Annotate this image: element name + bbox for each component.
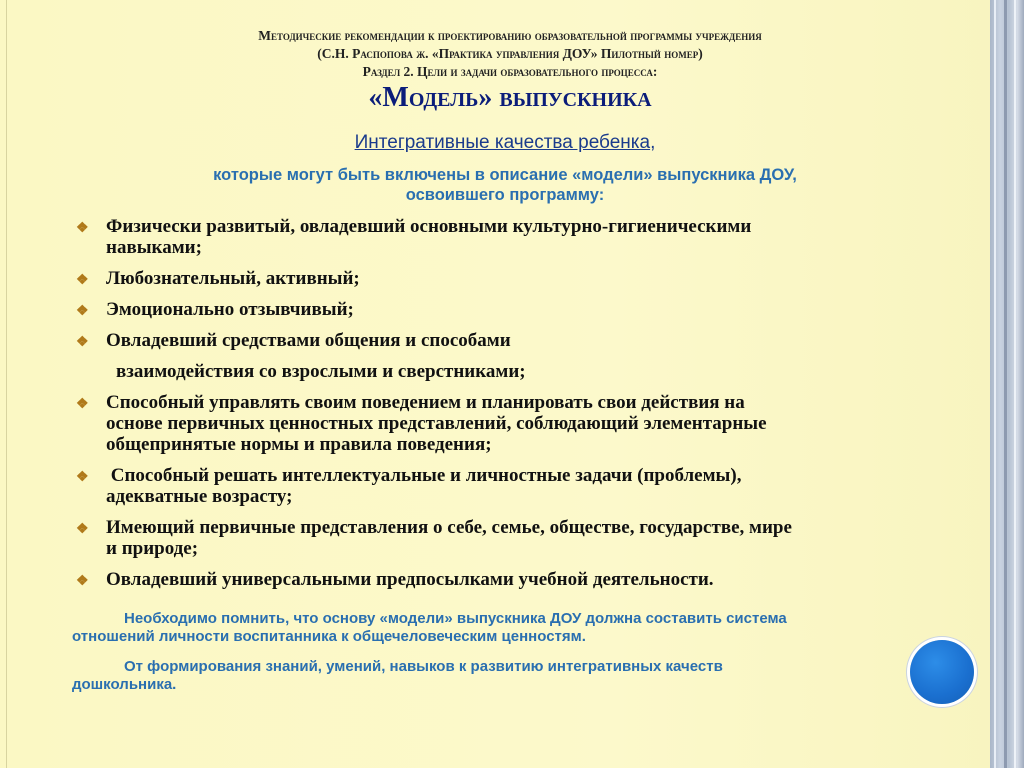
strip-line bbox=[994, 0, 996, 768]
diamond-bullet-icon: ❖ bbox=[76, 470, 89, 485]
list-item bbox=[76, 465, 916, 507]
diamond-bullet-icon: ❖ bbox=[76, 574, 89, 589]
header-line-1: Методические рекомендации к проектированию образовательной программы учреждения bbox=[258, 28, 762, 43]
qualities-list bbox=[76, 216, 916, 590]
slide-subtitle bbox=[100, 132, 910, 154]
list-item-text: Способный управлять своим поведением и планировать свои действия на bbox=[106, 392, 745, 413]
list-item-text: Овладевший средствами общения и способами bbox=[106, 330, 511, 351]
diamond-bullet-icon: ❖ bbox=[76, 273, 89, 288]
list-item-text: Физически развитый, овладевший основными культурно-гигиеническими bbox=[106, 216, 752, 237]
note-2 bbox=[72, 658, 942, 694]
list-item bbox=[76, 330, 916, 351]
list-item bbox=[76, 299, 916, 320]
intro-text bbox=[100, 165, 910, 205]
diamond-bullet-icon: ❖ bbox=[76, 397, 89, 412]
subtitle-comma: , bbox=[650, 132, 656, 153]
list-item bbox=[76, 392, 916, 455]
list-item-text: Любознательный, активный; bbox=[106, 268, 360, 289]
list-item bbox=[76, 517, 916, 559]
diamond-bullet-icon: ❖ bbox=[76, 522, 89, 537]
list-item bbox=[76, 268, 916, 289]
strip-line bbox=[1014, 0, 1016, 768]
decorative-circle bbox=[910, 640, 974, 704]
list-item-text: Эмоционально отзывчивый; bbox=[106, 299, 354, 320]
list-item-text: Имеющий первичные представления о себе, семье, обществе, государстве, мире bbox=[106, 517, 792, 538]
note-1 bbox=[72, 610, 942, 646]
header-line-3: Раздел 2. Цели и задачи образовательного процесса: bbox=[362, 64, 658, 79]
intro-line: которые могут быть включены в описание «модели» выпускника ДОУ, bbox=[213, 166, 797, 184]
diamond-bullet-icon: ❖ bbox=[76, 335, 89, 350]
list-item-text: основе первичных ценностных представлений, соблюдающий элементарные bbox=[106, 413, 767, 434]
note-text: дошкольника. bbox=[72, 676, 177, 693]
subtitle-text: Интегративные качества ребенка bbox=[354, 132, 651, 153]
note-text: Необходимо помнить, что основу «модели» выпускника ДОУ должна составить система bbox=[124, 610, 787, 627]
list-item-text: и природе; bbox=[106, 538, 199, 559]
slide-title: «Модель» выпускника bbox=[368, 82, 652, 113]
strip-line bbox=[1004, 0, 1007, 768]
list-item-continuation bbox=[76, 361, 916, 382]
list-item bbox=[76, 216, 916, 258]
diamond-bullet-icon: ❖ bbox=[76, 304, 89, 319]
note-text: От формирования знаний, умений, навыков к развитию интегративных качеств bbox=[124, 658, 723, 675]
diamond-bullet-icon: ❖ bbox=[76, 221, 89, 236]
header-line-2: (С.Н. Распопова ж. «Практика управления ДОУ» Пилотный номер) bbox=[317, 46, 703, 61]
intro-line: освоившего программу: bbox=[405, 186, 605, 204]
list-item-text: Овладевший универсальными предпосылками учебной деятельности. bbox=[106, 569, 714, 590]
list-item-text: навыками; bbox=[106, 237, 202, 258]
list-item-text: адекватные возрасту; bbox=[106, 486, 293, 507]
list-item-text: взаимодействия со взрослыми и сверстниками; bbox=[116, 361, 526, 382]
decorative-side-strip bbox=[990, 0, 1024, 768]
list-item bbox=[76, 569, 916, 590]
note-text: отношений личности воспитанника к общечеловеческим ценностям. bbox=[72, 628, 586, 645]
list-item-text: Способный решать интеллектуальные и личностные задачи (проблемы), bbox=[106, 465, 742, 486]
list-item-text: общепринятые нормы и правила поведения; bbox=[106, 434, 492, 455]
